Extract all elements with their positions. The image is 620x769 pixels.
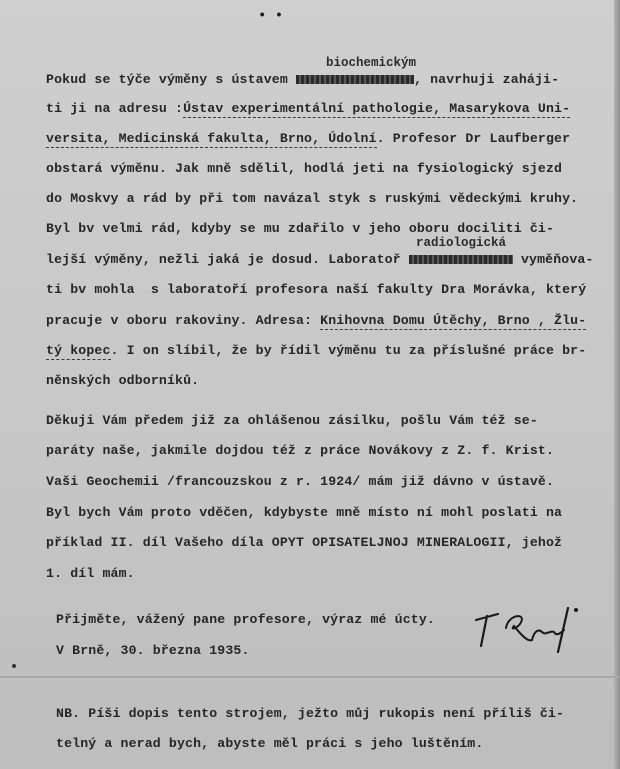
postscript-line-2: telný a nerad bych, abyste měl práci s jeho luštěním.	[56, 736, 484, 751]
letter-line-12: Děkuji Vám předem již za ohlášenou zásilku, pošlu Vám též se-	[46, 413, 538, 428]
text-segment: Pokud se týče výměny s ústavem	[46, 72, 296, 87]
underlined-address: tý kopec	[46, 343, 111, 358]
text-segment: vyměňova-	[512, 252, 594, 267]
header-mark: • •	[258, 8, 284, 24]
closing-line: Přijměte, vážený pane profesore, výraz mé úcty.	[56, 612, 435, 627]
underlined-address: versita, Medicinská fakulta, Brno, Údolní	[46, 131, 377, 146]
letter-line-17: 1. díl mám.	[46, 566, 135, 581]
letter-line-5: do Moskvy a rád by při tom navázal styk s ruskými vědeckými kruhy.	[46, 191, 579, 206]
text-segment: . Profesor Dr Laufberger	[376, 131, 571, 146]
letter-line-4: obstará výměnu. Jak mně sdělil, hodlá jeti na fysiologický sjezd	[46, 161, 563, 176]
text-segment: ti ji na adresu :	[46, 101, 184, 116]
letter-line-11: něnských odborníků.	[46, 373, 200, 388]
date-line: V Brně, 30. března 1935.	[56, 643, 250, 658]
letter-line-16: příklad II. díl Vašeho díla OPYT OPISATELJNOJ MINERALOGII, jehož	[46, 535, 563, 550]
page-fold-line	[0, 676, 620, 678]
ink-speck	[12, 664, 16, 668]
struck-out-word	[409, 255, 513, 264]
handwritten-signature	[470, 596, 590, 656]
letter-line-14: Vaši Geochemii /francouzskou z r. 1924/ mám již dávno v ústavě.	[46, 474, 555, 489]
text-segment: lejší výměny, nežli jaká je dosud. Laboratoř	[46, 252, 409, 267]
struck-out-word	[296, 75, 414, 84]
text-segment: . I on slíbil, že by řídil výměnu tu za příslušné práce br-	[110, 343, 587, 358]
inserted-word-radiologicka: radiologická	[416, 236, 507, 250]
letter-line-9	[46, 313, 586, 328]
text-segment: , navrhuji zaháji-	[413, 72, 560, 87]
inserted-word-biochemicky: biochemickým	[326, 56, 417, 70]
letter-line-10	[46, 343, 586, 358]
underlined-address: Ústav experimentální pathologie, Masarykova Uni-	[183, 101, 571, 116]
letter-line-8: ti bv mohla s laboratoří profesora naší fakulty Dra Morávka, který	[46, 282, 587, 297]
underlined-address: Knihovna Domu Útěchy, Brno , Žlu-	[320, 313, 587, 328]
letter-line-13: paráty naše, jakmile dojdou též z práce Novákovy z Z. f. Krist.	[46, 443, 555, 458]
page-edge	[614, 0, 620, 769]
letter-line-7	[46, 252, 594, 267]
letter-line-6: Byl bv velmi rád, kdyby se mu zdařilo v jeho oboru dociliti či-	[46, 221, 555, 236]
letter-line-2	[46, 101, 570, 116]
text-segment: pracuje v oboru rakoviny. Adresa:	[46, 313, 321, 328]
letter-line-15: Byl bych Vám proto vděčen, kdybyste mně místo ní mohl poslati na	[46, 505, 563, 520]
letter-line-1	[46, 72, 559, 87]
letter-line-3	[46, 131, 570, 146]
postscript-line-1: NB. Píši dopis tento strojem, ježto můj rukopis není příliš či-	[56, 706, 565, 721]
